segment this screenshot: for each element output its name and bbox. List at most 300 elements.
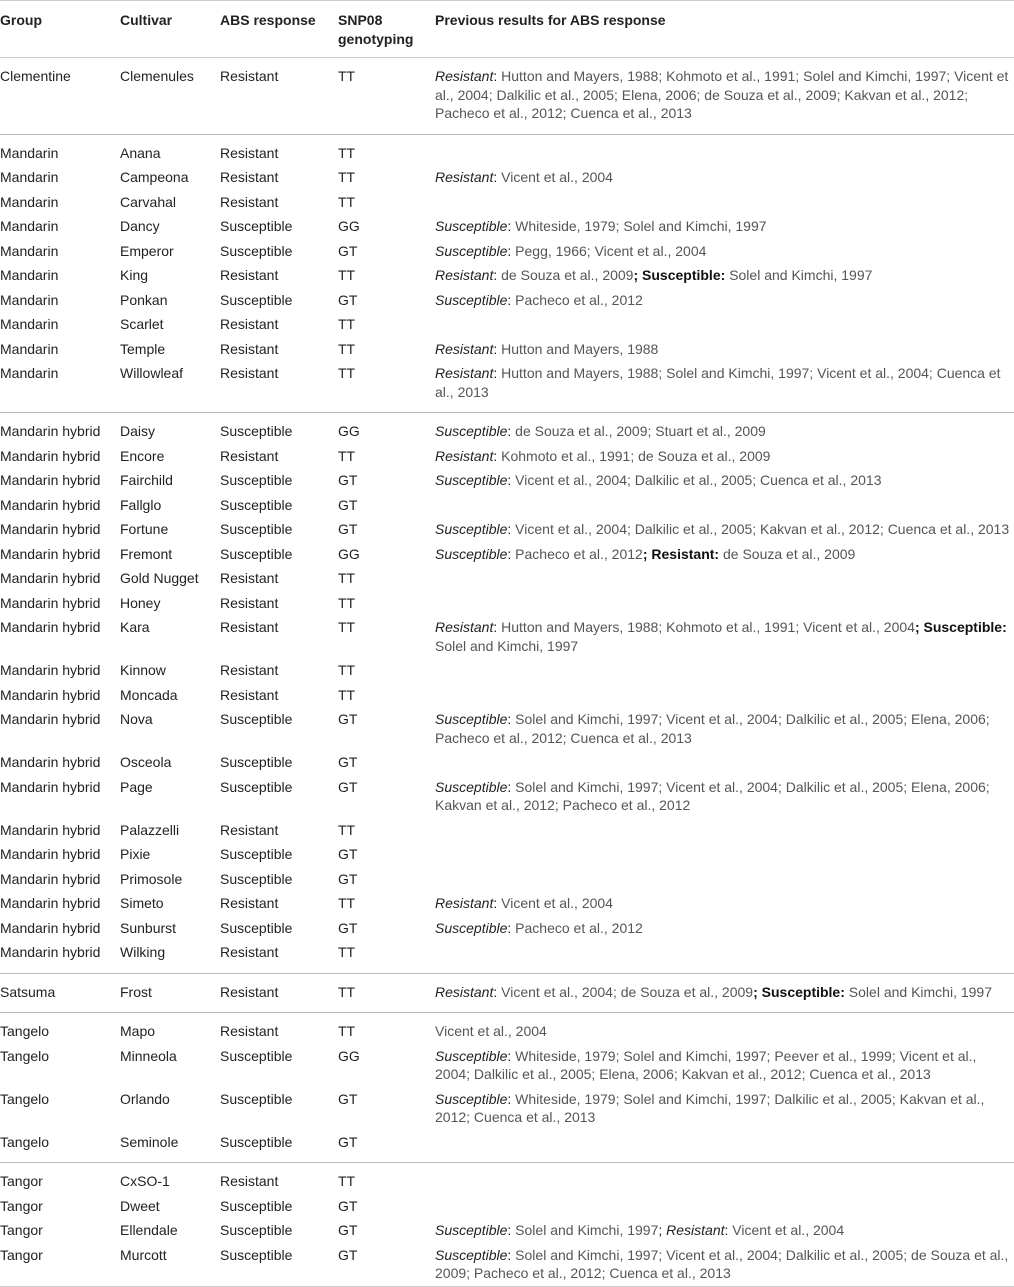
previous-results-cell	[435, 517, 1014, 542]
label-colon: :	[493, 340, 502, 357]
previous-results-cell	[435, 591, 1014, 616]
group-cell: Mandarin hybrid	[0, 754, 101, 770]
header-cultivar: Cultivar	[120, 1, 220, 58]
snp08-cell: GT	[338, 1243, 435, 1287]
citation-list: de Souza et al., 2009	[722, 545, 856, 562]
table-row	[0, 444, 1014, 469]
group-cell: Satsuma	[0, 973, 120, 1013]
cultivar-cell: Fairchild	[120, 472, 173, 488]
cultivar-cell: Emperor	[120, 242, 174, 259]
group-cell: Mandarin hybrid	[0, 594, 101, 611]
citation-list: de Souza et al., 2009; Stuart et al., 2009	[515, 423, 766, 439]
table-row	[0, 493, 1014, 518]
citation-list: Vicent et al., 2004; Dalkilic et al., 2005; Cuenca et al., 2013	[515, 472, 882, 488]
abs-response-cell: Resistant	[220, 68, 279, 84]
citation-list: Vicent et al., 2004	[501, 895, 613, 911]
previous-results-cell	[435, 1044, 1014, 1087]
snp08-cell: TT	[338, 973, 435, 1013]
abs-response-cell: Resistant	[220, 447, 279, 464]
snp08-cell: TT	[338, 134, 435, 165]
snp08-cell: GG	[338, 413, 435, 444]
result-label: Susceptible	[435, 423, 508, 439]
result-label: Resistant	[435, 169, 494, 185]
abs-response-cell: Resistant	[220, 895, 279, 911]
snp08-cell: GT	[338, 754, 358, 770]
abs-response-cell: Susceptible	[220, 291, 293, 308]
result-label: Susceptible	[435, 1222, 508, 1238]
table-row	[0, 337, 1014, 362]
previous-results-cell	[435, 707, 1014, 750]
group-cell: Mandarin hybrid	[0, 711, 101, 727]
abs-response-cell: Resistant	[220, 619, 279, 635]
label-colon: :	[507, 1090, 516, 1107]
label-colon: :	[720, 267, 730, 283]
snp08-cell: TT	[338, 193, 356, 210]
group-cell: Clementine	[0, 68, 71, 84]
result-label: Susceptible	[923, 619, 1003, 635]
table-row	[0, 1044, 1014, 1087]
snp08-cell: TT	[338, 68, 356, 84]
table-body	[0, 58, 1014, 1287]
abs-response-cell: Susceptible	[220, 1090, 293, 1107]
group-cell: Mandarin	[0, 218, 59, 234]
cultivar-cell: Palazzelli	[120, 821, 180, 838]
cultivar-cell: Clemenules	[120, 68, 194, 84]
table-row	[0, 134, 1014, 165]
snp08-cell: TT	[338, 594, 356, 611]
previous-results-cell	[435, 615, 1014, 658]
table-row	[0, 973, 1014, 1013]
snp08-cell: GT	[338, 919, 358, 936]
citation-list: Vicent et al., 2004; Dalkilic et al., 2005; Kakvan et al., 2012; Cuenca et al., 2013	[515, 521, 1010, 537]
previous-results-cell	[435, 288, 1014, 313]
abs-response-cell: Resistant	[220, 340, 279, 357]
label-colon: :	[507, 1222, 516, 1238]
result-label: Susceptible	[435, 545, 508, 562]
table-row	[0, 916, 1014, 941]
group-cell: Mandarin hybrid	[0, 778, 101, 795]
label-colon: :	[493, 895, 502, 911]
group-cell: Mandarin	[0, 365, 59, 381]
snp08-cell: TT	[338, 267, 356, 283]
snp08-cell: TT	[338, 316, 356, 332]
table-row	[0, 1194, 1014, 1219]
table-row	[0, 214, 1014, 239]
label-colon: :	[507, 242, 516, 259]
previous-results-cell	[435, 337, 1014, 362]
abs-response-cell: Resistant	[220, 594, 279, 611]
group-cell: Mandarin	[0, 242, 59, 259]
table-row	[0, 190, 1014, 215]
cultivar-cell: Campeona	[120, 169, 189, 185]
cultivar-cell: Moncada	[120, 686, 178, 703]
snp08-cell: GT	[338, 291, 358, 308]
header-previous-results: Previous results for ABS response	[435, 1, 1014, 58]
citation-list: Solel and Kimchi, 1997	[848, 983, 992, 1000]
previous-results-cell	[435, 940, 1014, 973]
previous-results-cell	[435, 1194, 1014, 1219]
label-colon: :	[493, 983, 502, 1000]
label-colon: :	[724, 1222, 733, 1238]
segment-separator: ;	[633, 267, 643, 283]
abs-response-cell: Resistant	[220, 686, 279, 703]
abs-response-cell: Susceptible	[220, 846, 293, 862]
result-label: Resistant	[435, 267, 494, 283]
abs-response-cell: Resistant	[220, 1013, 338, 1044]
label-colon: :	[507, 1246, 516, 1263]
label-colon: :	[493, 619, 502, 635]
table-row	[0, 818, 1014, 843]
group-cell: Mandarin hybrid	[0, 662, 101, 678]
table-row	[0, 413, 1014, 444]
abs-response-cell: Susceptible	[220, 1133, 293, 1150]
citation-list: Vicent et al., 2004	[732, 1222, 845, 1238]
header-row	[0, 1, 1014, 58]
segment-separator: ;	[753, 983, 762, 1000]
citation-list: Pacheco et al., 2012	[515, 545, 643, 562]
label-colon: :	[493, 447, 502, 464]
table-row	[0, 775, 1014, 818]
result-label: Resistant	[651, 545, 715, 562]
citation-list: Pacheco et al., 2012	[515, 919, 643, 936]
table-row	[0, 842, 1014, 867]
previous-results-cell	[435, 361, 1014, 413]
previous-results-cell	[435, 165, 1014, 190]
previous-results-cell	[435, 190, 1014, 215]
snp08-cell: TT	[338, 686, 356, 703]
header-group: Group	[0, 1, 120, 58]
citation-list: Hutton and Mayers, 1988; Solel and Kimchi, 1997; Vicent et al., 2004; Cuenca et al., 2013	[435, 365, 1001, 400]
previous-results-cell	[435, 214, 1014, 239]
result-label: Susceptible	[435, 1047, 508, 1064]
table-row	[0, 750, 1014, 775]
previous-results-cell	[435, 658, 1014, 683]
cultivar-cell: Simeto	[120, 895, 164, 911]
citation-list: Hutton and Mayers, 1988; Kohmoto et al., 1991; Solel and Kimchi, 1997; Vicent et al., 2004; Dalkilic et al., 2005; Elena, 2006; de Souza et al., 2009; Kakvan et al., 2012; Pacheco et al., 2012; Cuenca et al., 2013	[435, 68, 1009, 121]
result-label: Susceptible	[642, 267, 721, 283]
segment-separator: ;	[914, 619, 924, 635]
label-colon: :	[507, 711, 516, 727]
citation-list: Pacheco et al., 2012	[515, 291, 643, 308]
result-label: Susceptible	[435, 291, 508, 308]
table-row	[0, 1013, 1014, 1044]
previous-results-cell	[435, 1087, 1014, 1130]
snp08-cell: GT	[338, 496, 358, 513]
group-cell: Mandarin hybrid	[0, 472, 101, 488]
snp08-cell: GT	[338, 846, 358, 862]
snp08-cell: TT	[338, 662, 356, 678]
result-label: Resistant	[435, 447, 494, 464]
snp08-cell: TT	[338, 365, 356, 381]
abs-response-cell: Resistant	[220, 193, 279, 210]
previous-results-cell	[435, 413, 1014, 444]
group-cell: Mandarin	[0, 291, 59, 308]
snp08-cell: TT	[338, 447, 356, 464]
cultivar-cell: King	[120, 267, 149, 283]
table-row	[0, 1243, 1014, 1287]
citation-list: Vicent et al., 2004	[435, 1023, 547, 1039]
table-row	[0, 1218, 1014, 1243]
table-row	[0, 615, 1014, 658]
previous-results-cell	[435, 58, 1014, 135]
citation-list: Kohmoto et al., 1991; de Souza et al., 2009	[501, 447, 771, 464]
label-colon: :	[507, 1047, 516, 1064]
snp08-cell: TT	[338, 340, 356, 357]
table-row	[0, 658, 1014, 683]
group-cell: Mandarin hybrid	[0, 570, 101, 586]
abs-response-cell: Resistant	[220, 134, 338, 165]
abs-response-cell: Susceptible	[220, 242, 293, 259]
result-label: Susceptible	[435, 1246, 508, 1263]
table-row	[0, 1087, 1014, 1130]
segment-separator: ;	[642, 545, 652, 562]
result-label: Susceptible	[435, 711, 508, 727]
previous-results-cell	[435, 818, 1014, 843]
group-cell: Tangelo	[0, 1047, 50, 1064]
table-row	[0, 288, 1014, 313]
table-row	[0, 239, 1014, 264]
group-cell: Mandarin hybrid	[0, 821, 101, 838]
group-cell: Mandarin hybrid	[0, 919, 101, 936]
citation-list: Whiteside, 1979; Solel and Kimchi, 1997	[515, 218, 767, 234]
cultivar-cell: Pixie	[120, 846, 151, 862]
label-colon: :	[507, 521, 516, 537]
citation-list: de Souza et al., 2009	[501, 267, 634, 283]
cultivar-cell: Murcott	[120, 1243, 220, 1287]
group-cell: Mandarin hybrid	[0, 944, 101, 960]
group-cell: Tangor	[0, 1197, 43, 1214]
cultivar-cell: Frost	[120, 973, 220, 1013]
result-label: Resistant	[435, 619, 494, 635]
table-row	[0, 263, 1014, 288]
citation-list: Hutton and Mayers, 1988	[501, 340, 659, 357]
citation-list: Solel and Kimchi, 1997	[729, 267, 873, 283]
table-row	[0, 1130, 1014, 1163]
result-label: Susceptible	[435, 472, 508, 488]
cultivar-cell: Mapo	[120, 1013, 220, 1044]
cultivar-cell: Temple	[120, 340, 166, 357]
table-row	[0, 468, 1014, 493]
abs-response-cell: Resistant	[220, 169, 279, 185]
cultivar-cell: Kara	[120, 619, 150, 635]
cultivar-cell: Wilking	[120, 944, 166, 960]
abs-response-cell: Susceptible	[220, 1047, 293, 1064]
previous-results-cell	[435, 973, 1014, 1013]
table-row	[0, 517, 1014, 542]
cultivar-cell: Primosole	[120, 870, 183, 887]
snp08-cell: TT	[338, 821, 356, 838]
snp08-cell: TT	[338, 895, 356, 911]
group-cell: Tangelo	[0, 1013, 120, 1044]
group-cell: Mandarin	[0, 267, 59, 283]
label-colon: :	[507, 291, 516, 308]
label-colon: :	[714, 545, 723, 562]
cultivar-cell: Willowleaf	[120, 365, 184, 381]
table-row	[0, 940, 1014, 973]
abs-response-cell: Resistant	[220, 570, 279, 586]
abs-response-cell: Resistant	[220, 365, 279, 381]
citation-list: Solel and Kimchi, 1997; Vicent et al., 2004; Dalkilic et al., 2005; Elena, 2006; Pacheco et al., 2012; Cuenca et al., 2013	[435, 711, 990, 746]
snp08-cell: GT	[338, 1133, 358, 1150]
table-row	[0, 165, 1014, 190]
previous-results-cell	[435, 1243, 1014, 1287]
abs-response-cell: Susceptible	[220, 754, 293, 770]
result-label: Resistant	[435, 983, 494, 1000]
label-colon: :	[1002, 619, 1007, 635]
previous-results-cell	[435, 683, 1014, 708]
snp08-cell: GT	[338, 1090, 358, 1107]
snp08-cell: GT	[338, 1197, 358, 1214]
abs-response-cell: Susceptible	[220, 413, 338, 444]
snp08-cell: TT	[338, 169, 356, 185]
previous-results-cell	[435, 750, 1014, 775]
label-colon: :	[507, 472, 516, 488]
abs-response-cell: Resistant	[220, 944, 279, 960]
label-colon: :	[493, 169, 502, 185]
header-snp08-genotyping	[338, 1, 435, 58]
group-cell: Mandarin	[0, 316, 59, 332]
cultivar-cell: Fremont	[120, 545, 173, 562]
citation-list: Solel and Kimchi, 1997; Vicent et al., 2004; Dalkilic et al., 2005; de Souza et al., 2009; Pacheco et al., 2012; Cuenca et al., 2013	[435, 1246, 1009, 1281]
table-row	[0, 312, 1014, 337]
cultivar-cell: Ponkan	[120, 291, 168, 308]
abs-response-cell: Susceptible	[220, 1243, 338, 1287]
group-cell: Tangor	[0, 1222, 43, 1238]
cultivar-cell: Carvahal	[120, 193, 177, 210]
label-colon: :	[507, 423, 516, 439]
group-cell: Tangelo	[0, 1133, 50, 1150]
cultivar-cell: Daisy	[120, 413, 220, 444]
cultivar-cell: Osceola	[120, 754, 172, 770]
result-label: Susceptible	[435, 919, 508, 936]
group-cell: Mandarin hybrid	[0, 870, 101, 887]
table-header	[0, 1, 1014, 58]
cultivar-cell: Seminole	[120, 1133, 179, 1150]
snp08-cell: GT	[338, 472, 358, 488]
snp08-cell: GT	[338, 521, 358, 537]
group-cell: Mandarin hybrid	[0, 895, 101, 911]
group-cell: Mandarin hybrid	[0, 413, 120, 444]
previous-results-cell	[435, 1218, 1014, 1243]
abs-response-cell: Susceptible	[220, 711, 293, 727]
table-row	[0, 707, 1014, 750]
previous-results-cell	[435, 867, 1014, 892]
table-row	[0, 591, 1014, 616]
abs-response-cell: Resistant	[220, 267, 279, 283]
group-cell: Tangor	[0, 1163, 120, 1194]
cultivar-cell: Anana	[120, 134, 220, 165]
abs-response-cell: Susceptible	[220, 472, 293, 488]
snp08-cell: GG	[338, 1047, 360, 1064]
cultivar-cell: CxSO-1	[120, 1163, 220, 1194]
label-colon: :	[507, 919, 516, 936]
previous-results-cell	[435, 493, 1014, 518]
group-cell: Mandarin	[0, 169, 59, 185]
previous-results-cell	[435, 444, 1014, 469]
label-colon: :	[840, 983, 849, 1000]
table-row	[0, 58, 1014, 135]
citation-list: Hutton and Mayers, 1988; Kohmoto et al., 1991; Vicent et al., 2004	[501, 619, 915, 635]
result-label: Resistant	[666, 1222, 725, 1238]
abs-response-cell: Resistant	[220, 821, 279, 838]
snp08-cell: TT	[338, 570, 356, 586]
cultivar-cell: Scarlet	[120, 316, 164, 332]
previous-results-cell	[435, 916, 1014, 941]
abs-response-cell: Resistant	[220, 1163, 338, 1194]
group-cell: Tangor	[0, 1243, 120, 1287]
cultivar-cell: Sunburst	[120, 919, 177, 936]
label-colon: :	[493, 267, 502, 283]
snp08-cell: TT	[338, 619, 356, 635]
abs-response-cell: Resistant	[220, 662, 279, 678]
table-row	[0, 891, 1014, 916]
snp08-cell: GT	[338, 778, 358, 795]
result-label: Susceptible	[435, 778, 508, 795]
cultivar-cell: Minneola	[120, 1047, 177, 1064]
previous-results-cell	[435, 468, 1014, 493]
cultivar-cell: Honey	[120, 594, 161, 611]
abs-response-cell: Susceptible	[220, 1197, 293, 1214]
cultivar-cell: Nova	[120, 711, 153, 727]
cultivar-cell: Kinnow	[120, 662, 166, 678]
table-row	[0, 867, 1014, 892]
cultivar-cell: Fortune	[120, 521, 169, 537]
result-label: Susceptible	[435, 218, 508, 234]
citation-list: Whiteside, 1979; Solel and Kimchi, 1997; Peever et al., 1999; Vicent et al., 2004; Dalkilic et al., 2005; Elena, 2006; Kakvan et al., 2012; Cuenca et al., 2013	[435, 1047, 977, 1082]
previous-results-cell	[435, 775, 1014, 818]
cultivar-cell: Orlando	[120, 1090, 170, 1107]
header-abs-response: ABS response	[220, 1, 338, 58]
header-snp-line1: SNP08	[338, 12, 383, 28]
previous-results-cell	[435, 566, 1014, 591]
abs-response-cell: Susceptible	[220, 496, 293, 513]
result-label: Resistant	[435, 365, 494, 381]
cultivar-cell: Fallglo	[120, 496, 162, 513]
result-label: Resistant	[435, 68, 494, 84]
cultivar-cell: Encore	[120, 447, 165, 464]
abs-response-cell: Susceptible	[220, 521, 293, 537]
previous-results-cell	[435, 891, 1014, 916]
abs-response-cell: Susceptible	[220, 778, 293, 795]
group-cell: Mandarin	[0, 134, 120, 165]
result-label: Susceptible	[761, 983, 841, 1000]
snp08-cell: GT	[338, 870, 358, 887]
label-colon: :	[507, 778, 516, 795]
citation-list: Pegg, 1966; Vicent et al., 2004	[515, 242, 707, 259]
citation-list: Whiteside, 1979; Solel and Kimchi, 1997; Dalkilic et al., 2005; Kakvan et al., 2012; Cuenca et al., 2013	[435, 1090, 985, 1125]
segment-separator: ;	[658, 1222, 667, 1238]
result-label: Susceptible	[435, 242, 508, 259]
result-label: Resistant	[435, 340, 494, 357]
citation-list: Solel and Kimchi, 1997	[435, 637, 579, 654]
result-label: Susceptible	[435, 521, 508, 537]
cultivar-cell: Dancy	[120, 218, 160, 234]
citation-list: Solel and Kimchi, 1997	[515, 1222, 659, 1238]
group-cell: Tangelo	[0, 1090, 50, 1107]
cultivar-cell: Page	[120, 778, 153, 795]
citation-list: Vicent et al., 2004	[501, 169, 613, 185]
label-colon: :	[493, 365, 502, 381]
table-row	[0, 542, 1014, 567]
previous-results-cell	[435, 312, 1014, 337]
group-cell: Mandarin hybrid	[0, 846, 101, 862]
cultivar-cell: Dweet	[120, 1197, 160, 1214]
abs-response-cell: Susceptible	[220, 218, 293, 234]
snp08-cell: GT	[338, 242, 358, 259]
previous-results-cell	[435, 263, 1014, 288]
citation-list: Solel and Kimchi, 1997; Vicent et al., 2004; Dalkilic et al., 2005; Elena, 2006; Kakvan et al., 2012; Pacheco et al., 2012	[435, 778, 990, 813]
table-row	[0, 361, 1014, 413]
